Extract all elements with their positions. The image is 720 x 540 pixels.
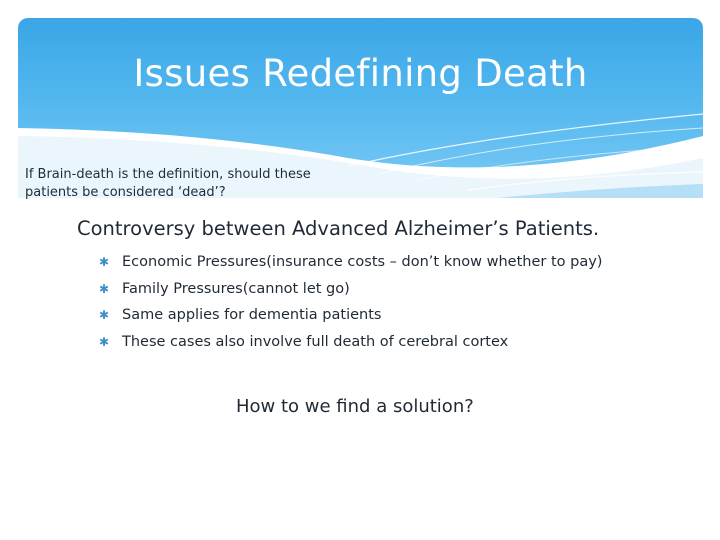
list-item: [98, 276, 602, 303]
bullet-text: These cases also involve full death of cerebral cortex: [122, 333, 509, 350]
list-item: [98, 302, 602, 329]
bullet-text: Same applies for dementia patients: [122, 307, 382, 324]
bullet-text: Family Pressures(cannot let go): [122, 280, 350, 297]
slide-subtitle: If Brain-death is the definition, should these patients be considered ‘dead’?: [25, 167, 311, 200]
bullet-list: [98, 249, 602, 355]
closing-question: How to we find a solution?: [236, 396, 474, 417]
asterisk-icon: ✱: [98, 308, 110, 323]
asterisk-icon: ✱: [98, 255, 110, 270]
list-item: [98, 329, 602, 356]
section-heading: Controversy between Advanced Alzheimer’s Patients.: [77, 217, 600, 240]
list-item: [98, 249, 602, 276]
asterisk-icon: ✱: [98, 281, 110, 296]
bullet-text: Economic Pressures(insurance costs – don’t know whether to pay): [122, 254, 603, 271]
asterisk-icon: ✱: [98, 334, 110, 349]
slide-title: Issues Redefining Death: [133, 52, 588, 95]
